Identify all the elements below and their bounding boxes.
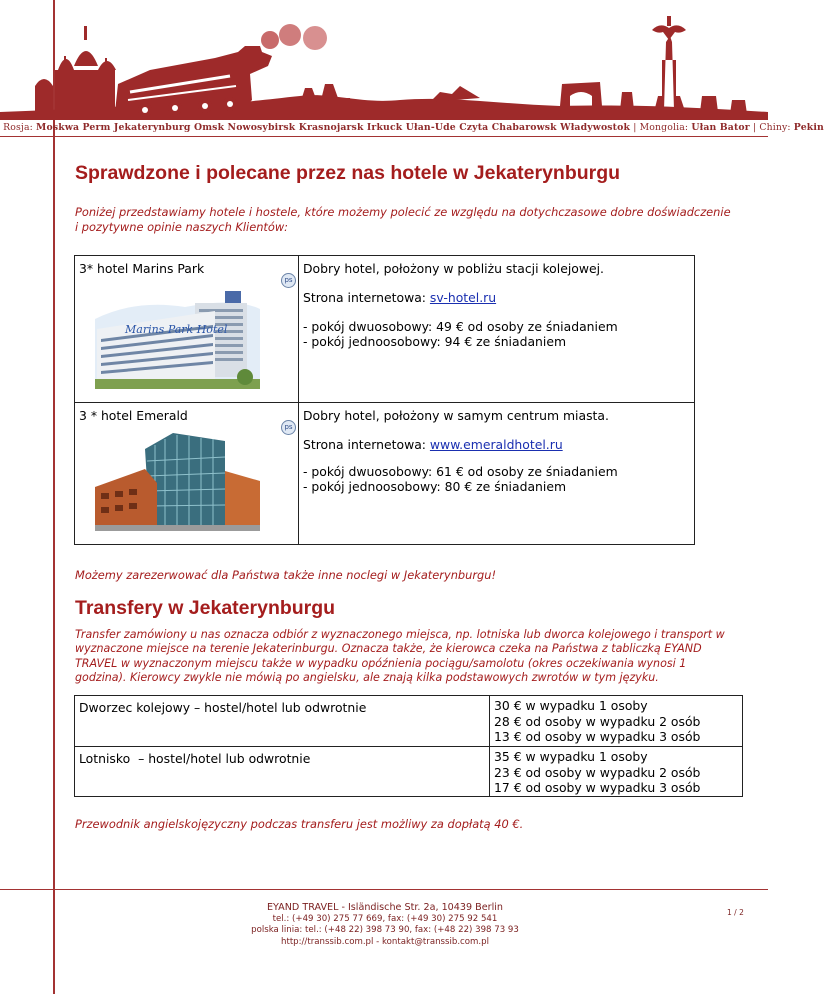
table-row (75, 696, 742, 747)
footer-company: EYAND TRAVEL - Isländische Str. 2a, 10439 Berlin (267, 902, 503, 913)
page-number: 1 / 2 (727, 908, 744, 917)
transfer-route-cell (75, 696, 490, 746)
table-row (75, 747, 742, 796)
transfer-price: 35 € w wypadku 1 osoby (494, 749, 648, 764)
hotel-website-link[interactable]: www.emeraldhotel.ru (429, 437, 563, 452)
hotel-cell-left (75, 403, 299, 544)
left-margin-rule (53, 0, 55, 994)
transfer-prices (494, 698, 700, 745)
hotel-name: 3 * hotel Emerald (79, 408, 188, 423)
footer-phone-de: tel.: (+49 30) 275 77 669, fax: (+49 30) 275 92 541 (272, 913, 498, 924)
hotel-price-single: - pokój jednoosobowy: 94 € ze śniadaniem (303, 334, 567, 349)
transfers-table (74, 695, 743, 797)
hotel-price-single: - pokój jednoosobowy: 80 € ze śniadaniem (303, 479, 567, 494)
hotel-row (75, 403, 694, 544)
hotel-website (303, 437, 563, 452)
transfer-route: Dworzec kolejowy – hostel/hotel lub odwrotnie (79, 700, 367, 715)
hotel-cell-right (303, 256, 688, 402)
hotels-intro: Poniżej przedstawiamy hotele i hostele, które możemy polecić ze względu na dotychczasowe dobre doświadczenie i pozytywne opinie naszych Klientów: (75, 205, 731, 234)
route-country-mongolia: Mongolia: (639, 122, 689, 133)
header-rule (0, 136, 768, 137)
svg-text:Marins Park Hotel: Marins Park Hotel (125, 323, 228, 336)
hotel-price-double: - pokój dwuosobowy: 49 € od osoby ze śniadaniem (303, 319, 618, 334)
website-label: Strona internetowa: (303, 437, 430, 452)
transfer-price: 30 € w wypadku 1 osoby (494, 698, 648, 713)
route-bar (0, 121, 824, 135)
hotel-website-link[interactable]: sv-hotel.ru (429, 290, 497, 305)
transfer-price: 23 € od osoby w wypadku 2 osób (494, 764, 701, 780)
hotel-website (303, 290, 496, 305)
transfers-title: Transfery w Jekaterynburgu (75, 597, 336, 619)
hotel-description: Dobry hotel, położony w samym centrum miasta. (303, 408, 609, 423)
route-stops-china: Pekin (793, 122, 824, 133)
transfer-price: 17 € od osoby w wypadku 3 osób (494, 780, 701, 795)
footer-rule (0, 889, 768, 890)
hotel-description: Dobry hotel, położony w pobliżu stacji kolejowej. (303, 261, 604, 276)
more-accommodation-note: Możemy zarezerwować dla Państwa także inne noclegi w Jekaterynburgu! (75, 568, 497, 582)
transfer-price: 13 € od osoby w wypadku 3 osób (494, 729, 701, 744)
hotel-marins-park-photo (95, 289, 260, 389)
route-separator: | (633, 122, 637, 133)
hotel-row (75, 256, 694, 403)
route-separator: | (752, 122, 757, 133)
hotels-title: Sprawdzone i polecane przez nas hotele w Jekaterynburgu (75, 162, 621, 184)
transfer-prices (494, 749, 700, 796)
transfer-route: Lotnisko – hostel/hotel lub odwrotnie (79, 751, 311, 766)
hotels-table (74, 255, 695, 545)
hotel-price-double: - pokój dwuosobowy: 61 € od osoby ze śniadaniem (303, 464, 618, 479)
route-stops-mongolia: Ułan Bator (691, 122, 750, 133)
hotel-emerald-photo (95, 431, 260, 531)
footer (235, 902, 535, 948)
ps-badge-icon[interactable]: ps (281, 273, 296, 288)
hotel-cell-right (303, 403, 688, 544)
hotel-cell-left (75, 256, 299, 402)
footer-phone-pl: polska linia: tel.: (+48 22) 398 73 90, fax: (+48 22) 398 73 93 (251, 925, 519, 935)
transfer-route-cell (75, 747, 490, 796)
footer-web-email[interactable]: http://transsib.com.pl - kontakt@transsib.com.pl (281, 936, 489, 947)
ps-badge-icon[interactable]: ps (281, 420, 296, 435)
transfers-description: Transfer zamówiony u nas oznacza odbiór z wyznaczonego miejsca, np. lotniska lub dworca kolejowego i transport w wyznaczone miejsce na terenie Jekaterinburgu. Oznacza także, że kierowca czeka na Państwa z tabliczką EYAND TRAVEL w wyznaczonym miejscu także w wypadku opóźnienia pociągu/samolotu (okres oczekiwania wynosi 1 godzina). Kierowcy zwykle nie mówią po angielsku, ale znają kilka podstawowych zwrotów w tym języku. (75, 628, 725, 684)
guide-note: Przewodnik angielskojęzyczny podczas transferu jest możliwy za dopłatą 40 €. (75, 817, 524, 831)
route-country-russia: Rosja: (3, 122, 33, 133)
website-label: Strona internetowa: (303, 290, 430, 305)
route-country-china: Chiny: (759, 122, 791, 133)
route-stops-russia: Moskwa Perm Jekaterynburg Omsk Nowosybirsk Krasnojarsk Irkuck Ułan-Ude Czyta Chabarowsk Władywostok (36, 122, 631, 133)
transfer-price: 28 € od osoby w wypadku 2 osób (494, 713, 701, 729)
header-banner (0, 0, 768, 122)
hotel-name: 3* hotel Marins Park (79, 261, 205, 276)
